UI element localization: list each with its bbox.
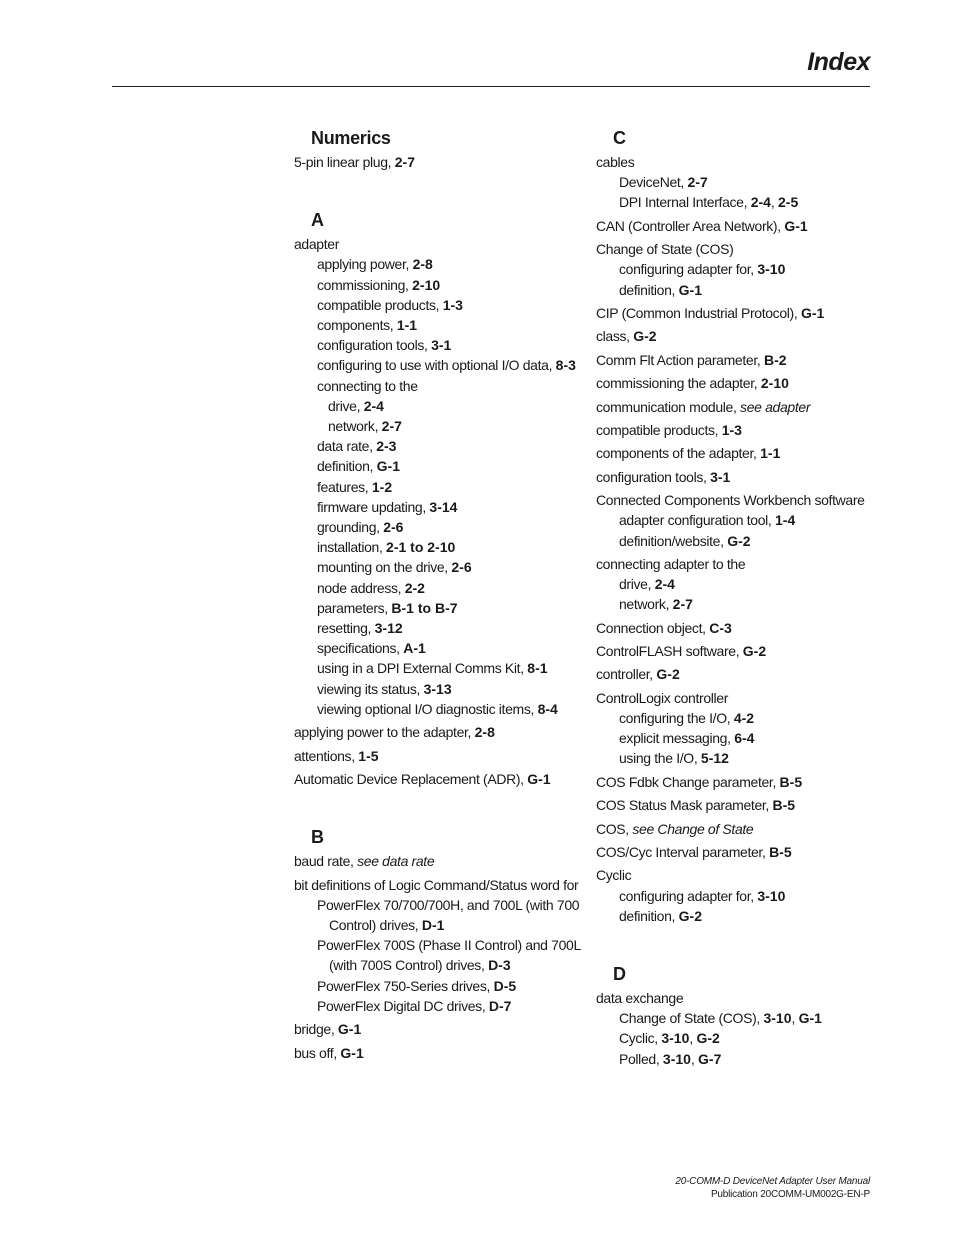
index-subentry: PowerFlex Digital DC drives, D-7 <box>317 997 512 1014</box>
index-entry: bridge, G-1 <box>294 1021 362 1038</box>
page-ref-link[interactable]: 2-4 <box>363 397 384 414</box>
index-subentry: drive, 2-4 <box>619 576 675 593</box>
page-ref-link[interactable]: 2-4 <box>654 576 675 593</box>
index-subentry: definition/website, G-2 <box>619 532 751 549</box>
page-ref-link[interactable]: 3-14 <box>429 498 458 515</box>
page-title: Index <box>807 48 870 76</box>
page-ref-link[interactable]: 2-7 <box>687 174 708 191</box>
index-subentry: configuring adapter for, 3-10 <box>619 261 786 278</box>
index-subentry: commissioning, 2-10 <box>317 276 441 293</box>
page-ref-link[interactable]: D-5 <box>493 977 517 994</box>
page-ref-link[interactable]: B-5 <box>779 773 803 790</box>
page-ref-link[interactable]: 8-3 <box>555 357 576 374</box>
index-subentry: adapter configuration tool, 1-4 <box>619 512 796 529</box>
see-reference: see Change of State <box>632 820 754 837</box>
index-subentry: PowerFlex 70/700/700H, and 700L (with 700 Control) drives, D-1 <box>317 896 580 934</box>
index-entry: COS/Cyc Interval parameter, B-5 <box>596 844 792 861</box>
page-ref-link[interactable]: G-7 <box>698 1050 722 1067</box>
index-subentry: data rate, 2-3 <box>317 438 397 455</box>
index-column-right <box>596 124 876 1069</box>
index-subentry: configuration tools, 3-1 <box>317 337 452 354</box>
index-entry: compatible products, 1-3 <box>596 421 742 438</box>
index-subsubentry: drive, 2-4 <box>328 397 384 414</box>
page-ref-link[interactable]: 2-10 <box>412 276 441 293</box>
section-heading-a: A <box>311 210 324 231</box>
index-entry: COS, see Change of State <box>596 820 754 837</box>
page-ref-link[interactable]: G-1 <box>376 458 400 475</box>
page-ref-link[interactable]: G-2 <box>678 907 702 924</box>
page-ref-link[interactable]: 3-10 <box>763 1010 792 1027</box>
index-entry: Connected Components Workbench software <box>596 492 865 509</box>
index-entry: commissioning the adapter, 2-10 <box>596 375 789 392</box>
page-ref-link[interactable]: 3-1 <box>710 468 731 485</box>
index-subentry: definition, G-1 <box>619 281 702 298</box>
index-subentry: parameters, B-1 to B-7 <box>317 599 458 616</box>
page-ref-link[interactable]: 1-1 <box>396 317 418 334</box>
index-subentry: node address, 2-2 <box>317 579 425 596</box>
index-subentry: network, 2-7 <box>619 596 693 613</box>
page-ref-link[interactable]: 2-7 <box>394 154 415 170</box>
page-ref-link[interactable]: G-1 <box>784 217 808 234</box>
page-ref-link[interactable]: 2-7 <box>381 418 402 435</box>
index-entry: COS Fdbk Change parameter, B-5 <box>596 773 803 790</box>
index-subentry: PowerFlex 700S (Phase II Control) and 700L (with 700S Control) drives, D-3 <box>317 937 581 974</box>
index-entry: configuration tools, 3-1 <box>596 468 731 485</box>
index-entry: data exchange <box>596 990 684 1007</box>
index-entry: baud rate, see data rate <box>294 853 435 870</box>
index-entry: attentions, 1-5 <box>294 747 379 764</box>
page-ref-link[interactable]: 1-1 <box>760 445 781 462</box>
index-subentry: using in a DPI External Comms Kit, 8-1 <box>317 660 548 677</box>
index-subentry: Cyclic, 3-10, G-2 <box>619 1030 720 1047</box>
page-ref-link[interactable]: G-1 <box>340 1044 364 1061</box>
page-ref-link[interactable]: 1-3 <box>721 421 742 438</box>
footer-publication: Publication 20COMM-UM002G-EN-P <box>710 1189 870 1200</box>
page-ref-link[interactable]: 2-1 to 2-10 <box>386 539 456 556</box>
index-subentry: compatible products, 1-3 <box>317 296 463 313</box>
section-heading-numerics: Numerics <box>311 128 391 148</box>
index-entry: CAN (Controller Area Network), G-1 <box>596 217 808 234</box>
page-ref-link[interactable]: 4-2 <box>733 710 755 727</box>
index-subentry: features, 1-2 <box>317 478 393 495</box>
page-ref-link[interactable]: 2-3 <box>376 438 397 455</box>
index-subentry: definition, G-2 <box>619 907 702 924</box>
index-subentry: connecting to the <box>317 377 418 394</box>
footer-manual-title: 20-COMM-D DeviceNet Adapter User Manual <box>675 1176 870 1187</box>
see-reference: see adapter <box>740 398 811 415</box>
page-ref-link[interactable]: C-3 <box>709 619 732 636</box>
page-ref-link[interactable]: 2-5 <box>778 194 799 211</box>
index-subentry: explicit messaging, 6-4 <box>619 730 755 747</box>
index-entry: ControlFLASH software, G-2 <box>596 643 767 660</box>
section-heading-b: B <box>311 827 324 848</box>
page-ref-link[interactable]: G-1 <box>678 281 702 298</box>
page-ref-link[interactable]: 3-1 <box>431 337 452 354</box>
index-entry: Automatic Device Replacement (ADR), G-1 <box>294 771 551 788</box>
index-entry: ControlLogix controller <box>596 689 729 706</box>
page-ref-link[interactable]: 2-6 <box>451 559 472 576</box>
page-ref-link[interactable]: G-1 <box>798 1010 822 1027</box>
index-entry: Connection object, C-3 <box>596 619 732 636</box>
index-subentry: firmware updating, 3-14 <box>317 498 458 515</box>
index-subentry: mounting on the drive, 2-6 <box>317 559 472 576</box>
page-ref-link[interactable]: G-2 <box>656 666 680 683</box>
section-heading-c: C <box>613 128 626 148</box>
page-ref-link[interactable]: B-1 to B-7 <box>391 599 458 616</box>
index-subsubentry: network, 2-7 <box>328 418 402 435</box>
page-ref-link[interactable]: G-2 <box>633 328 657 345</box>
index-subentry: configuring the I/O, 4-2 <box>619 710 755 727</box>
index-entry: COS Status Mask parameter, B-5 <box>596 797 796 814</box>
page-ref-link[interactable]: 8-4 <box>537 700 558 717</box>
index-entry: connecting adapter to the <box>596 555 746 572</box>
page-ref-link[interactable]: 1-5 <box>358 747 379 764</box>
index-entry: 5-pin linear plug, 2-7 <box>294 154 415 170</box>
page-ref-link[interactable]: 3-12 <box>374 620 403 637</box>
page-ref-link[interactable]: G-2 <box>696 1030 720 1047</box>
page-ref-link[interactable]: D-1 <box>421 917 445 934</box>
index-entry: Change of State (COS) <box>596 241 734 258</box>
page-ref-link[interactable]: G-1 <box>527 771 551 788</box>
page-ref-link[interactable]: 2-6 <box>383 519 404 536</box>
page-ref-link[interactable]: 5-12 <box>700 750 729 767</box>
page-ref-link[interactable]: 3-10 <box>661 1030 690 1047</box>
page-ref-link[interactable]: 1-3 <box>442 296 463 313</box>
index-subentry: Change of State (COS), 3-10, G-1 <box>619 1010 822 1027</box>
index-entry: controller, G-2 <box>596 666 680 683</box>
page-ref-link[interactable]: 6-4 <box>734 730 755 747</box>
page-ref-link[interactable]: G-2 <box>742 643 767 660</box>
page-ref-link[interactable]: 2-7 <box>672 596 693 613</box>
index-subentry: using the I/O, 5-12 <box>619 750 729 767</box>
page-ref-link[interactable]: 2-8 <box>474 724 495 741</box>
index-entry: bit definitions of Logic Command/Status word for <box>294 876 579 893</box>
index-subentry: viewing optional I/O diagnostic items, 8-4 <box>317 700 558 717</box>
page-ref-link[interactable]: 8-1 <box>527 660 548 677</box>
page-ref-link[interactable]: 2-10 <box>760 375 789 392</box>
index-subentry: configuring to use with optional I/O data, 8-3 <box>317 357 576 374</box>
page-ref-link[interactable]: A-1 <box>403 640 426 657</box>
index-entry: components of the adapter, 1-1 <box>596 445 781 462</box>
section-heading-d: D <box>613 964 626 985</box>
page-ref-link[interactable]: G-2 <box>727 532 751 549</box>
index-entry: applying power to the adapter, 2-8 <box>294 724 495 741</box>
title-rule <box>112 86 870 87</box>
see-reference: see data rate <box>357 853 435 870</box>
index-subentry: applying power, 2-8 <box>317 256 433 273</box>
page-ref-link[interactable]: D-3 <box>488 957 511 974</box>
index-subentry: definition, G-1 <box>317 458 400 475</box>
page-ref-link[interactable]: 3-13 <box>423 680 452 697</box>
page-ref-link[interactable]: B-5 <box>769 844 792 861</box>
page-ref-link[interactable]: 2-8 <box>412 256 433 273</box>
page-ref-link[interactable]: B-5 <box>772 797 796 814</box>
index-entry: cables <box>596 154 635 170</box>
index-entry: communication module, see adapter <box>596 398 811 415</box>
index-subentry: resetting, 3-12 <box>317 620 403 637</box>
page-ref-link[interactable]: G-1 <box>800 304 825 321</box>
page-ref-link[interactable]: 3-10 <box>757 887 786 904</box>
page-ref-link[interactable]: 3-10 <box>757 261 786 278</box>
page-ref-link[interactable]: 1-2 <box>371 478 393 495</box>
index-subentry: configuring adapter for, 3-10 <box>619 887 786 904</box>
page-footer <box>675 1175 870 1201</box>
index-subentry: specifications, A-1 <box>317 640 426 657</box>
page-ref-link[interactable]: 2-4 <box>750 194 771 211</box>
page-ref-link[interactable]: 2-2 <box>404 579 425 596</box>
index-entry: Cyclic <box>596 867 632 884</box>
index-subentry: viewing its status, 3-13 <box>317 680 452 697</box>
index-subentry: installation, 2-1 to 2-10 <box>317 539 456 556</box>
index-column-left <box>294 124 584 1063</box>
page-ref-link[interactable]: D-7 <box>488 997 512 1014</box>
index-subentry: Polled, 3-10, G-7 <box>619 1050 722 1067</box>
index-subentry: grounding, 2-6 <box>317 519 404 536</box>
index-entry: CIP (Common Industrial Protocol), G-1 <box>596 304 825 321</box>
index-entry: Comm Flt Action parameter, B-2 <box>596 351 787 368</box>
page-ref-link[interactable]: G-1 <box>337 1021 362 1038</box>
index-subentry: DeviceNet, 2-7 <box>619 174 708 191</box>
index-subentry: DPI Internal Interface, 2-4, 2-5 <box>619 194 799 211</box>
index-entry: bus off, G-1 <box>294 1044 364 1061</box>
page-ref-link[interactable]: B-2 <box>763 351 787 368</box>
page-ref-link[interactable]: 1-4 <box>775 512 796 529</box>
page-ref-link[interactable]: 3-10 <box>662 1050 691 1067</box>
index-entry: adapter <box>294 236 340 253</box>
index-subentry: PowerFlex 750-Series drives, D-5 <box>317 977 517 994</box>
index-subentry: components, 1-1 <box>317 317 418 334</box>
index-entry: class, G-2 <box>596 328 657 345</box>
